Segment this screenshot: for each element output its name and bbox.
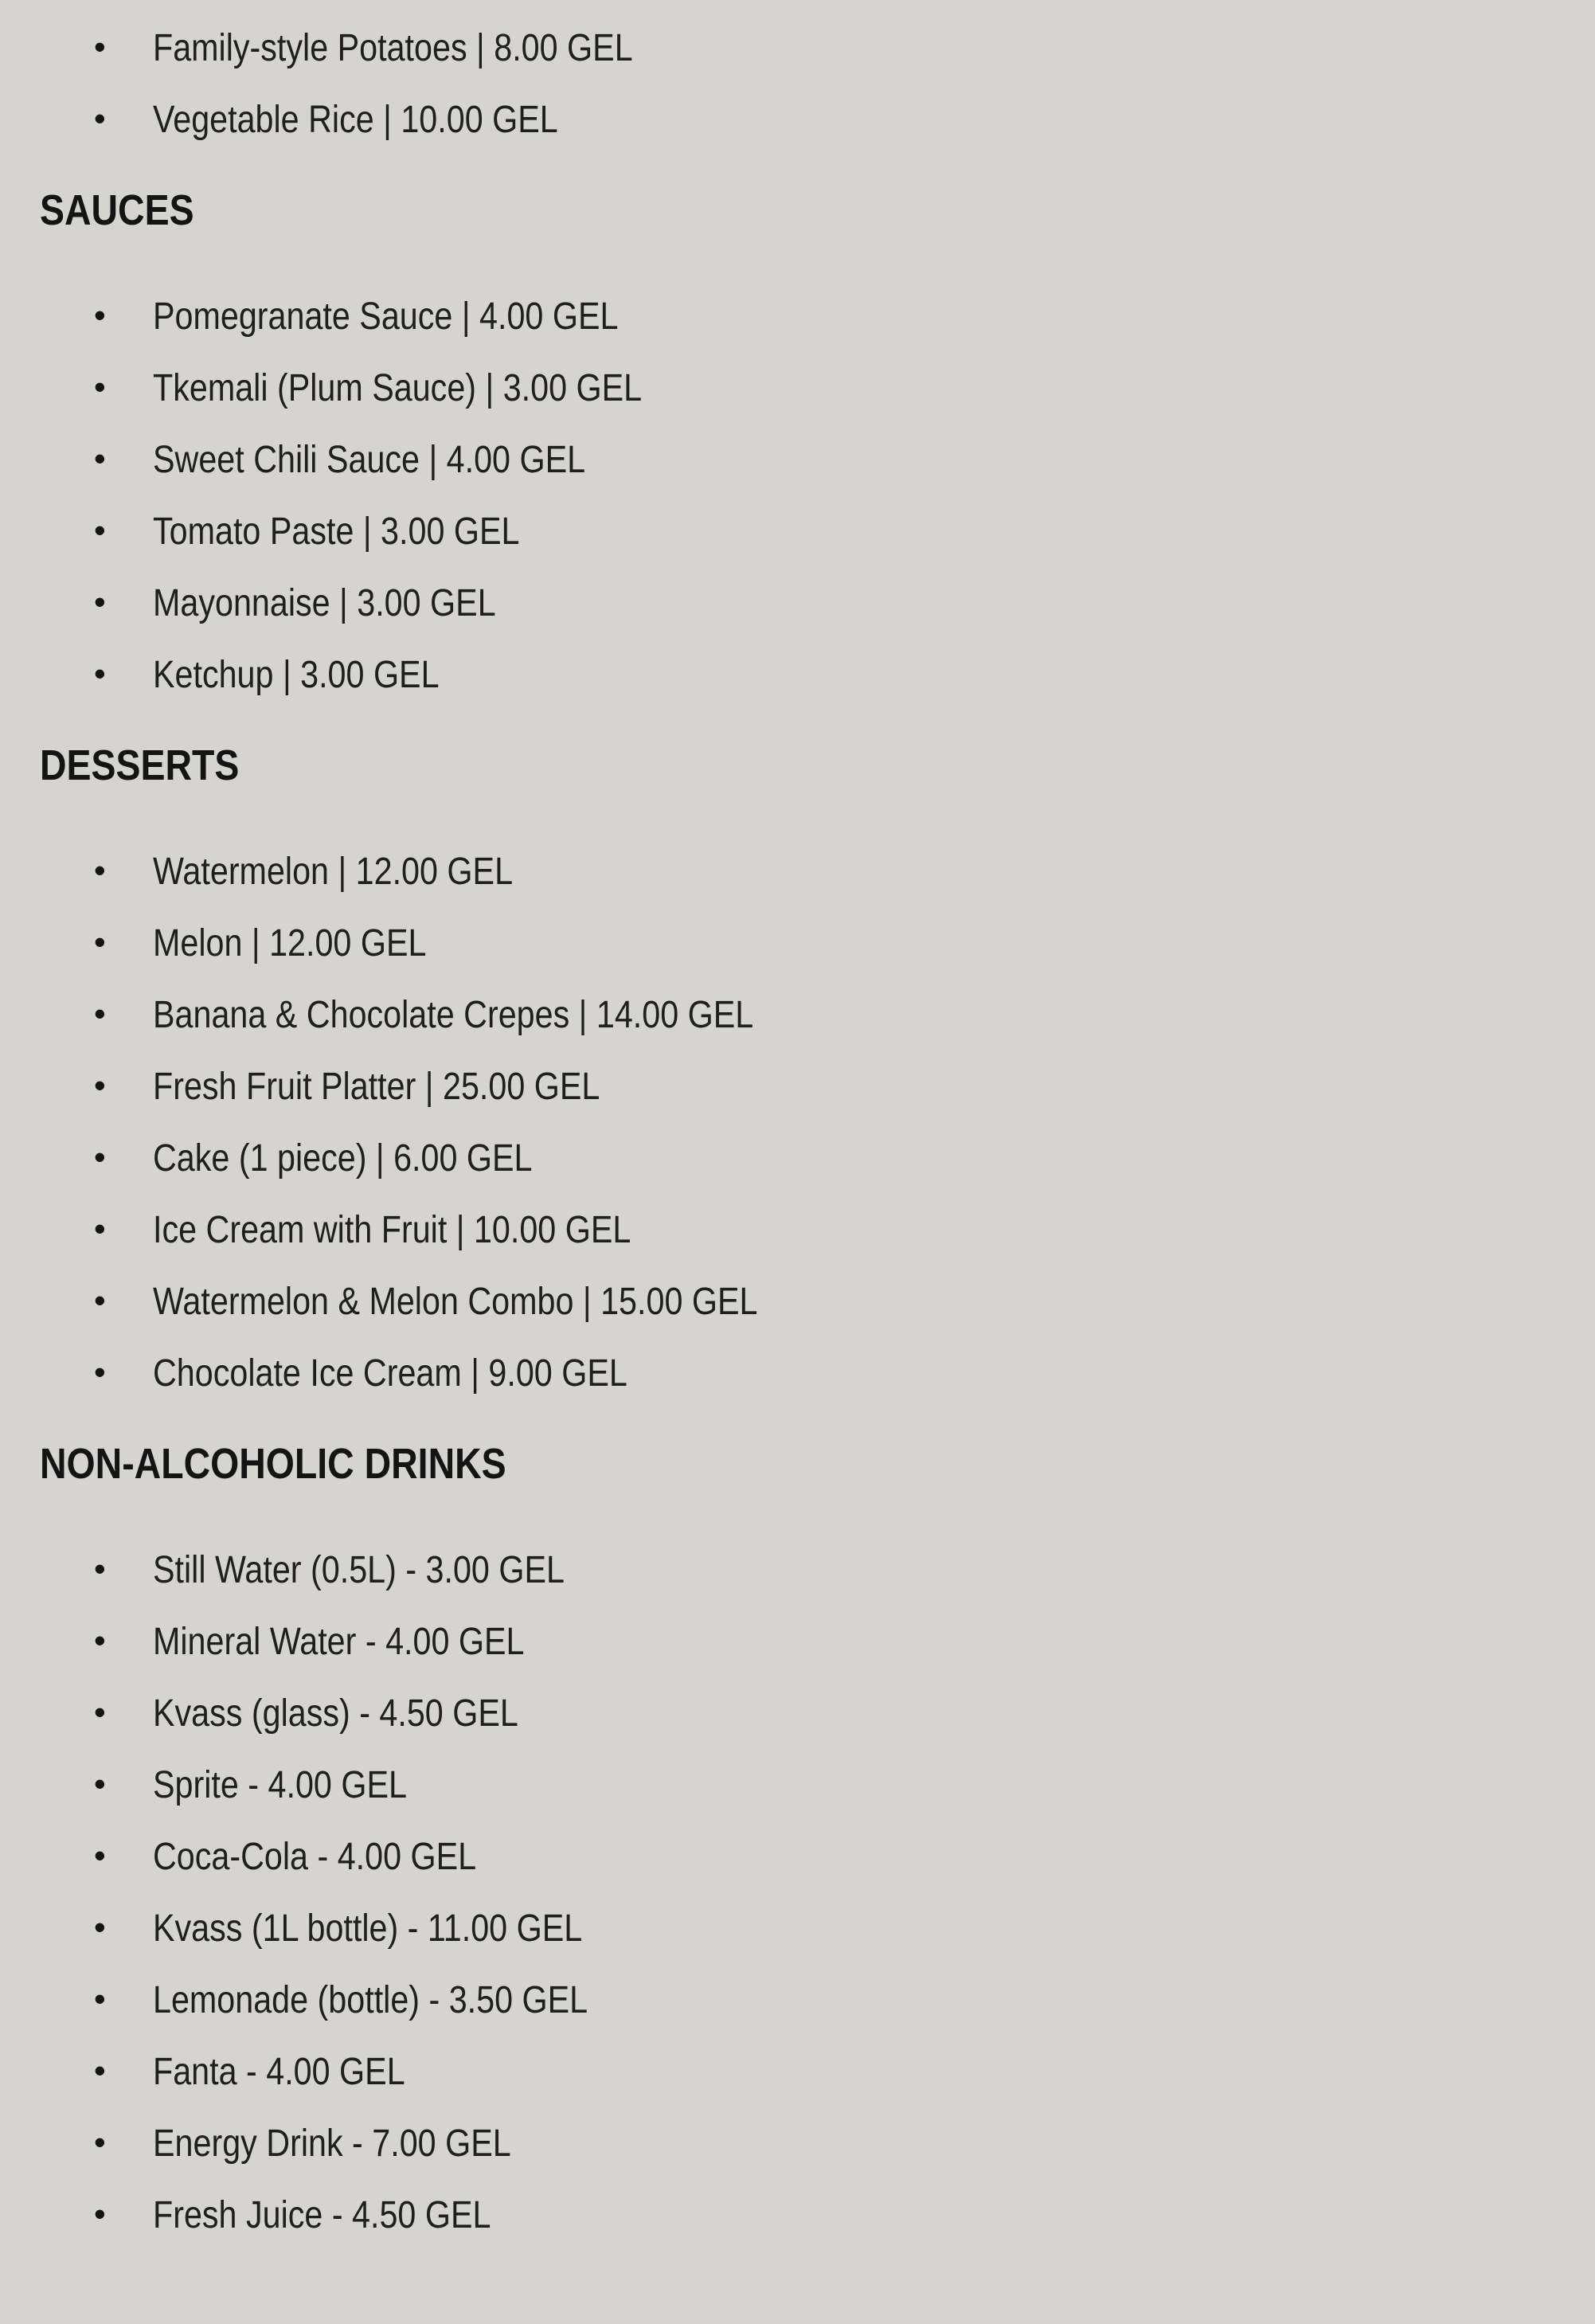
menu-item-text: Sprite - 4.00 GEL (153, 1764, 407, 1806)
menu-section (0, 25, 1595, 143)
bullet-icon: • (94, 1281, 106, 1319)
menu-item-text: Lemonade (bottle) - 3.50 GEL (153, 1979, 588, 2021)
section-heading-label: NON-ALCOHOLIC DRINKS (40, 1440, 506, 1488)
bullet-icon: • (94, 2123, 106, 2161)
menu-item (0, 992, 1595, 1039)
menu-item-text: Still Water (0.5L) - 3.00 GEL (153, 1549, 565, 1591)
menu-item-text: Coca-Cola - 4.00 GEL (153, 1836, 477, 1878)
menu-item (0, 2049, 1595, 2095)
menu-item-text: Pomegranate Sauce | 4.00 GEL (153, 295, 619, 338)
bullet-icon: • (94, 1353, 106, 1391)
menu-item (0, 1978, 1595, 2024)
menu-item (0, 652, 1595, 698)
bullet-icon: • (94, 1210, 106, 1247)
menu-item-text: Chocolate Ice Cream | 9.00 GEL (153, 1352, 627, 1395)
menu-item (0, 921, 1595, 967)
menu-item-text: Watermelon | 12.00 GEL (153, 851, 514, 893)
bullet-icon: • (94, 440, 106, 477)
menu-item (0, 1763, 1595, 1809)
menu-item-text: Cake (1 piece) | 6.00 GEL (153, 1137, 533, 1180)
bullet-icon: • (94, 511, 106, 549)
menu-item-text: Energy Drink - 7.00 GEL (153, 2123, 511, 2165)
bullet-icon: • (94, 1693, 106, 1731)
menu-item-text: Ice Cream with Fruit | 10.00 GEL (153, 1209, 631, 1251)
bullet-icon: • (94, 851, 106, 889)
menu-item-text: Tkemali (Plum Sauce) | 3.00 GEL (153, 367, 643, 409)
menu-item-text: Kvass (1L bottle) - 11.00 GEL (153, 1907, 583, 1950)
menu-item-list (0, 849, 1595, 1397)
bullet-icon: • (94, 28, 106, 65)
menu-item (0, 1136, 1595, 1182)
menu-item (0, 294, 1595, 340)
menu-item (0, 2121, 1595, 2167)
bullet-icon: • (94, 655, 106, 692)
bullet-icon: • (94, 1066, 106, 1104)
menu-item (0, 1547, 1595, 1594)
bullet-icon: • (94, 1908, 106, 1946)
bullet-icon: • (94, 2195, 106, 2232)
bullet-icon: • (94, 1622, 106, 1659)
menu-item-text: Kvass (glass) - 4.50 GEL (153, 1692, 518, 1735)
menu-item (0, 1691, 1595, 1737)
menu-item (0, 437, 1595, 483)
section-heading-label: SAUCES (40, 186, 194, 234)
menu-item-text: Banana & Chocolate Crepes | 14.00 GEL (153, 994, 754, 1036)
menu-section (0, 186, 1595, 698)
menu-item (0, 366, 1595, 412)
menu-item (0, 1619, 1595, 1665)
menu-item (0, 1906, 1595, 1952)
bullet-icon: • (94, 1837, 106, 1874)
bullet-icon: • (94, 1550, 106, 1587)
menu-item-text: Watermelon & Melon Combo | 15.00 GEL (153, 1281, 758, 1323)
menu-item-text: Mineral Water - 4.00 GEL (153, 1621, 525, 1663)
menu-item-text: Fresh Juice - 4.50 GEL (153, 2194, 491, 2236)
menu-item (0, 1279, 1595, 1325)
menu-item-text: Fanta - 4.00 GEL (153, 2051, 405, 2093)
menu-item (0, 509, 1595, 555)
bullet-icon: • (94, 2052, 106, 2089)
menu-item-text: Tomato Paste | 3.00 GEL (153, 511, 520, 553)
menu-item-text: Fresh Fruit Platter | 25.00 GEL (153, 1066, 600, 1108)
menu-item-text: Family-style Potatoes | 8.00 GEL (153, 27, 633, 69)
menu-item-text: Mayonnaise | 3.00 GEL (153, 582, 496, 624)
bullet-icon: • (94, 100, 106, 137)
menu-item (0, 1064, 1595, 1110)
bullet-icon: • (94, 1980, 106, 2017)
menu-item (0, 97, 1595, 143)
bullet-icon: • (94, 923, 106, 961)
menu-item-list (0, 1547, 1595, 2239)
menu-section (0, 1439, 1595, 2239)
menu-item (0, 1351, 1595, 1397)
bullet-icon: • (94, 296, 106, 334)
menu-item (0, 849, 1595, 895)
menu-item (0, 2193, 1595, 2239)
menu-item-text: Ketchup | 3.00 GEL (153, 654, 440, 696)
menu-item (0, 581, 1595, 627)
menu-content (0, 25, 1595, 2239)
bullet-icon: • (94, 995, 106, 1032)
bullet-icon: • (94, 1138, 106, 1176)
section-heading-label: DESSERTS (40, 741, 240, 789)
menu-item-list (0, 25, 1595, 143)
bullet-icon: • (94, 1765, 106, 1802)
menu-item-list (0, 294, 1595, 698)
bullet-icon: • (94, 583, 106, 620)
menu-item-text: Melon | 12.00 GEL (153, 922, 427, 964)
bullet-icon: • (94, 368, 106, 405)
section-heading (40, 1439, 1595, 1489)
section-heading (40, 186, 1595, 235)
section-heading (40, 741, 1595, 790)
menu-item (0, 1207, 1595, 1254)
menu-item (0, 1834, 1595, 1880)
menu-item-text: Sweet Chili Sauce | 4.00 GEL (153, 439, 586, 481)
menu-item-text: Vegetable Rice | 10.00 GEL (153, 99, 558, 141)
menu-item (0, 25, 1595, 72)
menu-section (0, 741, 1595, 1397)
